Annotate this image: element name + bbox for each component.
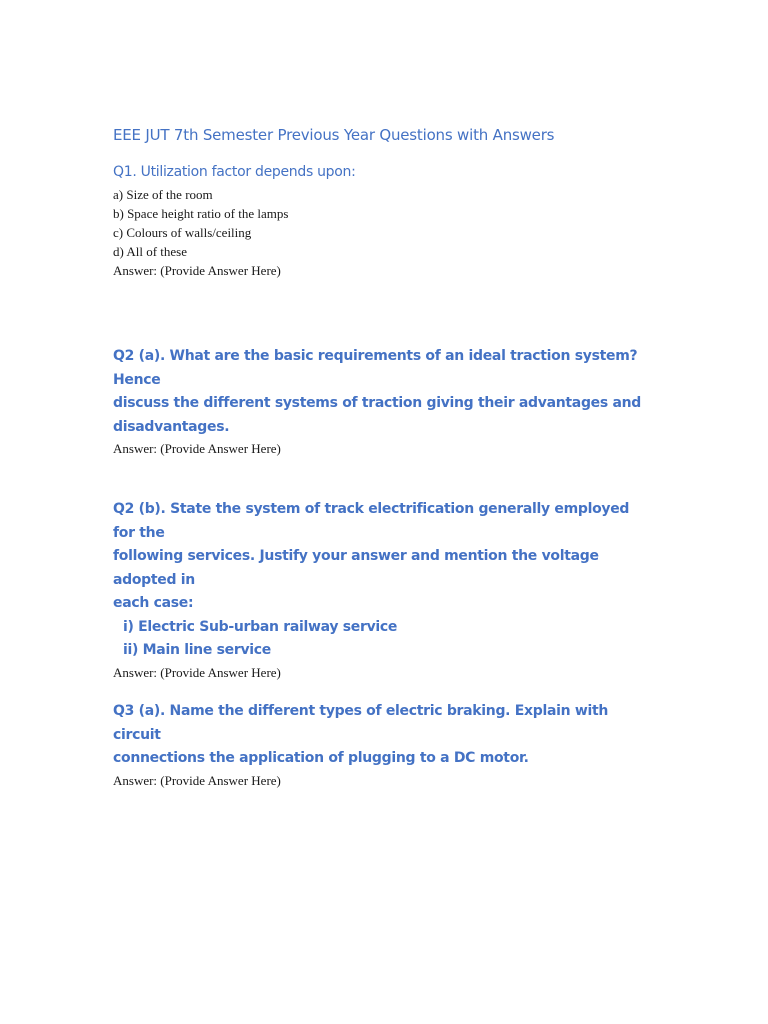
question-1-option-a: a) Size of the room [113,186,213,202]
question-3a-heading-line-2: connections the application of plugging to a DC motor. [113,750,529,766]
question-2a-heading-line-1: Q2 (a). What are the basic requirements of an ideal traction system? Hence [113,348,638,388]
question-2b [113,498,643,682]
title-block [113,124,643,146]
question-3a-answer: Answer: (Provide Answer Here) [113,772,281,788]
question-2a-heading-line-2: discuss the different systems of traction giving their advantages and [113,395,642,411]
document-title: EEE JUT 7th Semester Previous Year Questions with Answers [113,126,555,144]
question-2b-heading-line-2: following services. Justify your answer and mention the voltage adopted in [113,548,599,588]
question-2b-heading-line-1: Q2 (b). State the system of track electrification generally employed for the [113,501,630,541]
question-2a [113,345,643,458]
question-1-heading: Q1. Utilization factor depends upon: [113,164,356,180]
question-2b-heading-line-3: each case: [113,595,194,611]
question-2b-sub-item-1: i) Electric Sub-urban railway service [123,618,398,635]
question-2a-heading-line-3: disadvantages. [113,418,230,435]
question-1-option-c: c) Colours of walls/ceiling [113,224,252,240]
question-1-answer: Answer: (Provide Answer Here) [113,262,281,278]
question-3a-heading-line-1: Q3 (a). Name the different types of electric braking. Explain with circuit [113,703,609,743]
question-2b-answer: Answer: (Provide Answer Here) [113,664,281,680]
question-3a [113,700,643,790]
question-2a-answer: Answer: (Provide Answer Here) [113,441,281,456]
question-1-option-d: d) All of these [113,243,188,259]
question-1-option-b: b) Space height ratio of the lamps [113,205,289,221]
question-1 [113,161,643,280]
question-2b-sub-item-2: ii) Main line service [123,642,271,658]
